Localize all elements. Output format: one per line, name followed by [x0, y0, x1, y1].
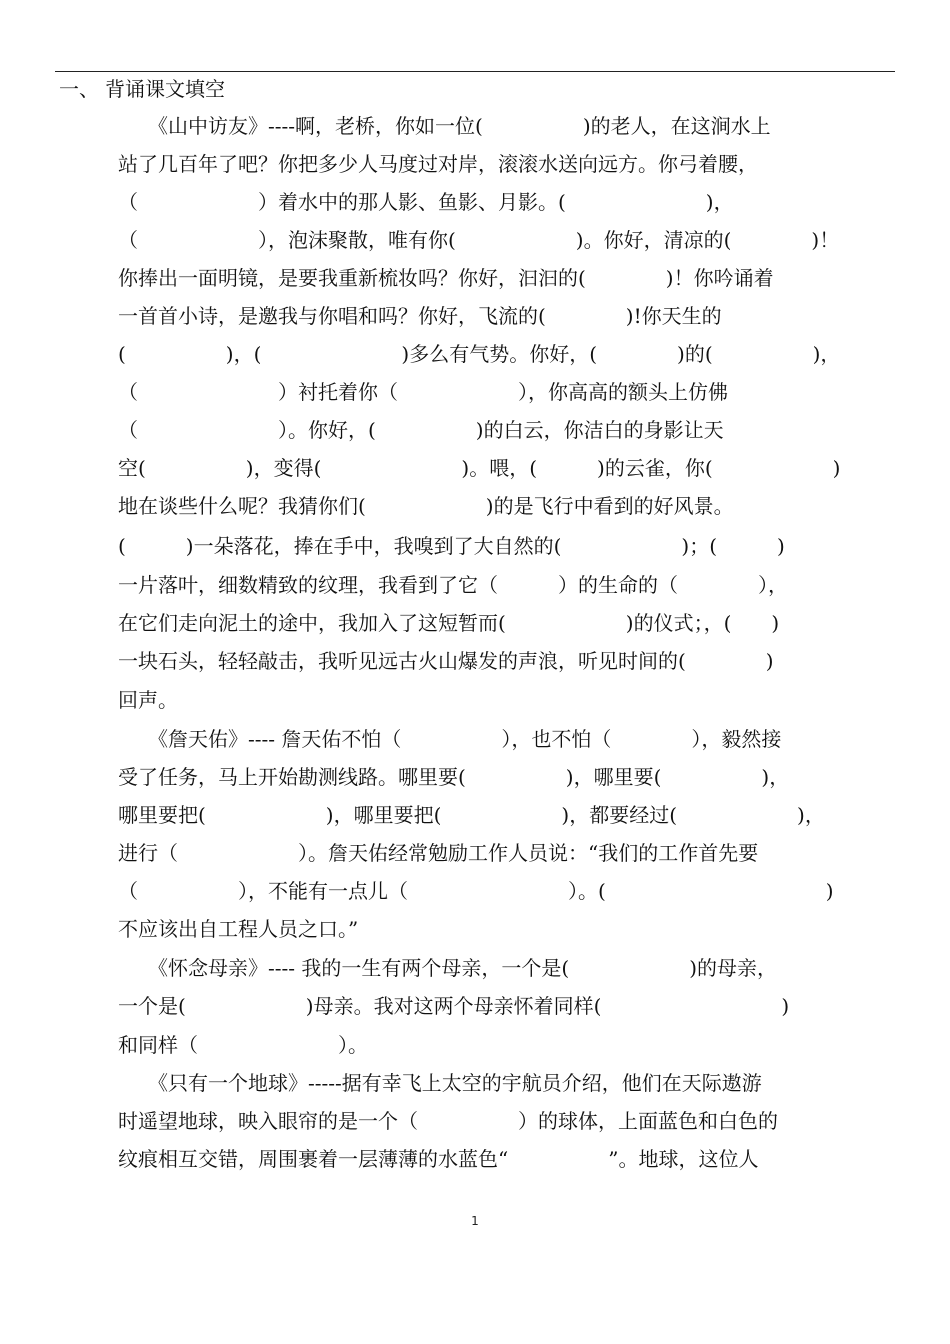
- text-line: 你捧出一面明镜，是要我重新梳妆吗？你好，汩汩的( )！你吟诵着: [118, 266, 774, 290]
- text-line: （ ），不能有一点儿（ ）。( ): [118, 879, 834, 903]
- section-heading: [59, 74, 225, 104]
- text-line: 《只有一个地球》-----据有幸飞上太空的宇航员介绍，他们在天际遨游: [118, 1071, 762, 1095]
- page-number: 1: [471, 1214, 479, 1228]
- text-line: 受了任务，马上开始勘测线路。哪里要( )，哪里要( )，: [118, 765, 790, 789]
- text-line: 《詹天佑》---- 詹天佑不怕（ ），也不怕（ ），毅然接: [118, 727, 782, 751]
- text-line: （ ）。你好，( )的白云，你洁白的身影让天: [118, 418, 724, 442]
- text-line: 进行（ ）。詹天佑经常勉励工作人员说：“我们的工作首先要: [118, 841, 759, 865]
- section-title: 背诵课文填空: [105, 77, 225, 101]
- text-line: 一个是( )母亲。我对这两个母亲怀着同样( ): [118, 994, 790, 1018]
- text-line: 《怀念母亲》---- 我的一生有两个母亲，一个是( )的母亲，: [118, 956, 777, 980]
- text-line: ( )，( )多么有气势。你好，( )的( )，: [118, 342, 841, 366]
- text-line: 在它们走向泥土的途中，我加入了这短暂而( )的仪式；，( ): [118, 611, 780, 635]
- text-line: （ ）着水中的那人影、鱼影、月影。( )，: [118, 190, 734, 214]
- text-line: 一片落叶，细数精致的纹理，我看到了它（ ）的生命的（ ），: [118, 573, 788, 597]
- text-line: 和同样（ ）。: [118, 1033, 368, 1057]
- text-line: 空( )，变得( )。喂，( )的云雀，你( ): [118, 456, 841, 480]
- text-line: 一首首小诗，是邀我与你唱和吗？你好，飞流的( )!你天生的: [118, 304, 722, 328]
- text-line: 《山中访友》----啊，老桥，你如一位( )的老人，在这涧水上: [118, 114, 771, 138]
- text-line: 时遥望地球，映入眼帘的是一个（ ）的球体，上面蓝色和白色的: [118, 1109, 778, 1133]
- text-line: （ ）衬托着你（ ），你高高的额头上仿佛: [118, 380, 728, 404]
- text-line: 不应该出自工程人员之口。”: [118, 917, 359, 941]
- text-line: 一块石头，轻轻敲击，我听见远古火山爆发的声浪，听见时间的( ): [118, 649, 774, 673]
- text-line: 站了几百年了吧？你把多少人马度过对岸，滚滚水送向远方。你弓着腰，: [118, 152, 758, 176]
- text-line: （ ），泡沫聚散，唯有你( )。你好，清凉的( )！: [118, 228, 840, 252]
- text-line: 纹痕相互交错，周围裹着一层薄薄的水蓝色“ ”。地球，这位人: [118, 1147, 759, 1171]
- text-line: 地在谈些什么呢？我猜你们( )的是飞行中看到的好风景。: [118, 494, 734, 518]
- text-line: 回声。: [118, 688, 178, 712]
- text-line: ( )一朵落花，捧在手中，我嗅到了大自然的( )；( ): [118, 534, 785, 558]
- section-number: 一、: [59, 77, 99, 101]
- text-line: 哪里要把( )，哪里要把( )，都要经过( )，: [118, 803, 825, 827]
- header-rule: [55, 71, 895, 72]
